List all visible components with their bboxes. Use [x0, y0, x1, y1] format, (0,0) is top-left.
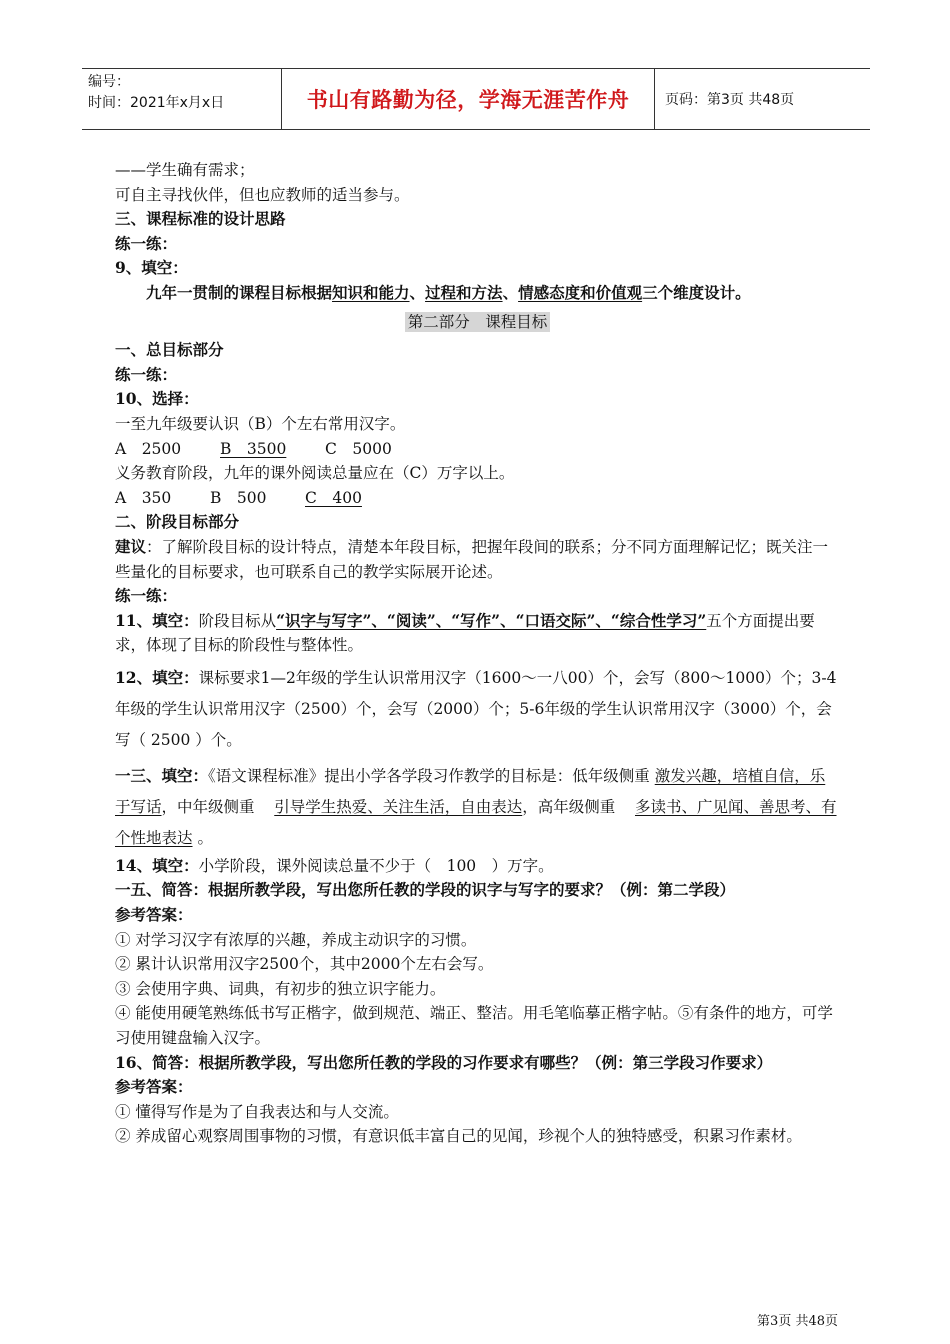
answer-item: ② 养成留心观察周围事物的习惯，有意识低丰富自己的见闻，珍视个人的独特感受，积累习作素材。	[115, 1127, 802, 1146]
option: C 5000	[325, 439, 392, 458]
section-heading: 一、总目标部分	[115, 340, 224, 360]
options-row	[115, 486, 840, 511]
answer-item: ① 对学习汉字有浓厚的兴趣，养成主动识字的习惯。	[115, 930, 477, 949]
question-11: 11、填空：阶段目标从“识字与写字”、“阅读”、“写作”、“口语交际”、“综合性学习”五个方面提出要求，体现了目标的阶段性与整体性。	[115, 610, 815, 655]
answer-blank: 过程和方法	[425, 282, 503, 302]
header-page-number: 页码：第3页 共48页	[665, 92, 795, 108]
exercise-label: 练一练：	[115, 586, 178, 606]
question-10a: 一至九年级要认识（B）个左右常用汉字。	[115, 414, 406, 433]
suggestion-paragraph: 建议：了解阶段目标的设计特点，清楚本年段目标，把握年段间的联系；分不同方面理解记忆；既关注一些量化的目标要求，也可联系自己的教学实际展开论述。	[115, 536, 829, 581]
part-title: 第二部分 课程目标	[405, 312, 551, 332]
answer-blank: “识字与写字”、“阅读”、“写作”、“口语交际”、“综合性学习”	[276, 610, 707, 630]
answer-item: ③ 会使用字典、词典，有初步的独立识字能力。	[115, 979, 446, 998]
answer-blank: 知识和能力	[332, 282, 410, 302]
option: B 500	[210, 488, 267, 507]
option: A 350	[115, 488, 172, 507]
answer-label: 参考答案：	[115, 1077, 193, 1097]
answer-item: ② 累计认识常用汉字2500个，其中2000个左右会写。	[115, 955, 494, 974]
option-selected: B 3500	[220, 439, 287, 458]
document-body	[115, 158, 840, 1149]
header-slogan: 书山有路勤为径，学海无涯苦作舟	[282, 69, 655, 129]
option-selected: C 400	[305, 488, 362, 507]
question-label: 9、填空：	[115, 258, 188, 278]
exercise-label: 练一练：	[115, 364, 178, 384]
question-15: 一五、简答：根据所教学段，写出您所任教的学段的识字与写字的要求？（例：第二学段）	[115, 880, 736, 900]
answer-blank: 多读书、广见闻、善思考、有个性地表达	[115, 797, 837, 847]
part-title-row	[115, 310, 840, 335]
answer-item: ④ 能使用硬笔熟练低书写正楷字，做到规范、端正、整洁。用毛笔临摹正楷字帖。⑤有条件的地方，可学习使用键盘输入汉字。	[115, 1004, 833, 1048]
question-label: 10、选择：	[115, 389, 199, 409]
answer-blank: 激发兴趣，培植自信，乐于写话	[115, 766, 826, 816]
page-header	[82, 68, 870, 130]
options-row	[115, 437, 840, 462]
time-label: 时间：2021年x月x日	[88, 95, 225, 111]
answer-item: ① 懂得写作是为了自我表达和与人交流。	[115, 1102, 399, 1121]
page-footer: 第3页 共48页	[757, 1314, 838, 1329]
question-9: 九年一贯制的课程目标根据知识和能力、过程和方法、情感态度和价值观三个维度设计。	[146, 282, 751, 302]
serial-label: 编号：	[88, 74, 130, 90]
answer-blank: 情感态度和价值观	[518, 282, 643, 302]
question-13: 一三、填空：《语文课程标准》提出小学各学段习作教学的目标是：低年级侧重 激发兴趣，培植自信，乐于写话，中年级侧重 引导学生热爱、关注生活，自由表达，高年级侧重 多读书、广见闻、善思考、有个性地表达 。	[115, 765, 837, 847]
question-12: 12、填空：课标要求1—2年级的学生认识常用汉字（1600～一八00）个，会写（800～1000）个；3-4年级的学生认识常用汉字（2500）个，会写（2000）个；5-6年级的学生认识常用汉字（3000）个，会写（ 2500 ）个。	[115, 667, 837, 749]
text-line: 可自主寻找伙伴，但也应教师的适当参与。	[115, 185, 410, 204]
header-meta	[82, 69, 282, 129]
question-14: 14、填空：小学阶段，课外阅读总量不少于（ 100 ）万字。	[115, 855, 554, 875]
question-10b: 义务教育阶段，九年的课外阅读总量应在（C）万字以上。	[115, 464, 515, 483]
section-heading: 三、课程标准的设计思路	[115, 209, 286, 229]
question-16: 16、简答：根据所教学段，写出您所任教的学段的习作要求有哪些？（例：第三学段习作要求）	[115, 1052, 773, 1072]
answer-blank: 引导学生热爱、关注生活，自由表达	[274, 797, 523, 816]
exercise-label: 练一练：	[115, 233, 178, 253]
answer-label: 参考答案：	[115, 905, 193, 925]
option: A 2500	[115, 439, 182, 458]
text-line: ——学生确有需求；	[115, 161, 255, 179]
section-heading: 二、阶段目标部分	[115, 512, 240, 532]
